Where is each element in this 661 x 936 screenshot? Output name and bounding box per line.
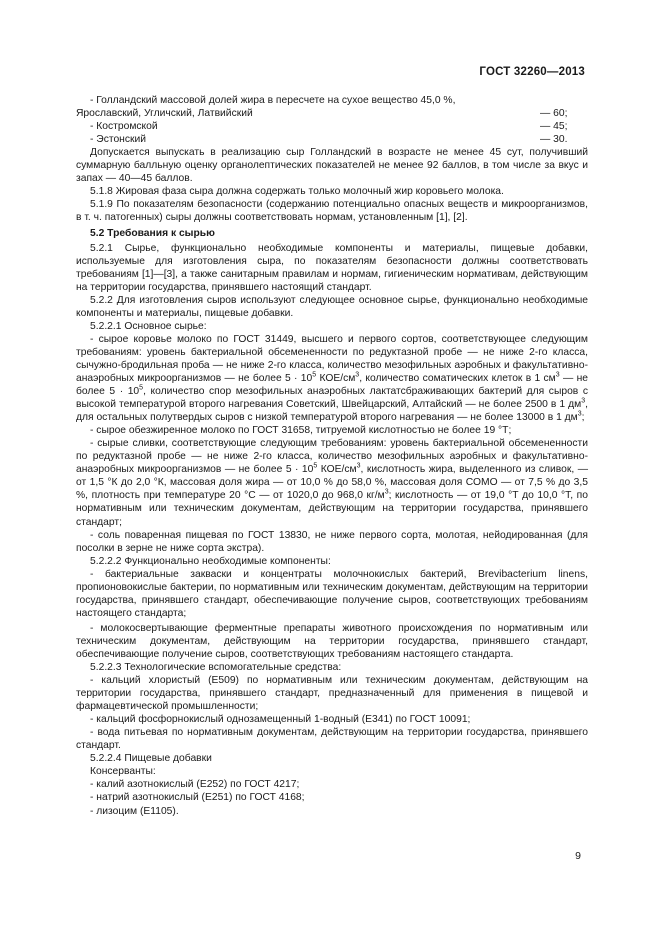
list-item: - лизоцим (Е1105).	[90, 805, 179, 817]
cheese-row: - Костромской — 45;	[90, 121, 568, 133]
water-item: - вода питьевая по нормативным документам, действующим на территории государства, принявшего стандарт.	[76, 727, 588, 752]
cheese-row: Ярославский, Угличский, Латвийский — 60;	[76, 108, 568, 120]
raw-milk-item: - сырое коровье молоко по ГОСТ 31449, высшего и первого сортов, соответствующее следующим требованиям: уровень бактериальной обсемененности по редуктазной пробе — не ниже 2-го класса, сычужно-бродильная проба — не ниже 2-го класса, количество мезофильных аэробных и факультативно-анаэробных микроорганизмов — не более $5 \cdot 10^5$ КОЕ/$см^3$, количество соматических клеток в 1 $см^3$ — не более $5 \cdot 10^5$, количество спор мезофильных анаэробных лактатсбраживающих бактерий для сыров с высокой температурой второго нагревания Советский, Швейцарский, Алтайский — не более 2500 в 1 $дм^3$, для остальных полутвердых сыров с низкой температурой второго нагревания — не более 13000 в 1 $дм^3$;	[76, 333, 588, 424]
salt-item: - соль поваренная пищевая по ГОСТ 13830, не ниже первого сорта, молотая, нейодированная (для посолки в зерне не ниже сорта экстра).	[76, 529, 588, 554]
preservatives-label: Консерванты:	[90, 766, 156, 778]
calcium-chloride-item: - кальций хлористый (Е509) по нормативным или техническим документам, действующим на территории государства, принявшего стандарт, предназначенный для применения в пищевой и фармацевтической промышленности;	[76, 675, 588, 713]
paragraph-dutch-cheese: Допускается выпускать в реализацию сыр Голландский в возрасте не менее 45 сут, получивший суммарную балльную оценку органолептических показателей не менее 92 баллов, в том числе за вкус и запах — 40—45 баллов.	[76, 147, 588, 185]
cheese-list-intro: - Голландский массовой долей жира в пересчете на сухое вещество 45,0 %,	[90, 95, 456, 106]
clause-5-1-8: 5.1.8 Жировая фаза сыра должна содержать только молочный жир коровьего молока.	[90, 186, 504, 198]
calcium-phosphate-item: - кальций фосфорнокислый однозамещенный 1-водный (Е341) по ГОСТ 10091;	[90, 714, 471, 726]
skim-milk-item: - сырое обезжиренное молоко по ГОСТ 31658, титруемой кислотностью не более 19 °Т;	[90, 425, 512, 437]
clause-5-2-2-3: 5.2.2.3 Технологические вспомогательные средства:	[90, 662, 342, 674]
clause-5-2-2: 5.2.2 Для изготовления сыров используют следующее основное сырье, функционально необходимые компоненты и материалы, пищевые добавки.	[76, 294, 588, 319]
list-item: - калий азотнокислый (Е252) по ГОСТ 4217;	[90, 779, 300, 791]
page-number: 9	[575, 850, 581, 862]
clause-5-2-2-2: 5.2.2.2 Функционально необходимые компоненты:	[90, 555, 331, 567]
cream-item: - сырые сливки, соответствующие следующим требованиям: уровень бактериальной обсемененности по редуктазной пробе — не ниже 2-го класса, количество мезофильных аэробных и факультативно-анаэробных микроорганизмов — не более $5 \cdot 10^5$ КОЕ/$см^3$, кислотность жира, выделенного из сливок, — от 1,5 °К до 2,0 °К, массовая доля жира — от 10,0 % до 58,0 %, массовая доля СОМО — от 7,5 % до 3,5 %, плотность при температуре 20 °С — от 1020,0 до 968,0 $кг/м^3$; кислотность — от 19,0 °Т до 10,0 °Т, по нормативным или техническим документам, действующим на территории государства, принявшего стандарт;	[76, 438, 588, 528]
document-body	[76, 94, 588, 818]
list-item: - натрий азотнокислый (Е251) по ГОСТ 4168;	[90, 792, 305, 804]
starter-cultures-item: - бактериальные закваски и концентраты молочнокислых бактерий, Brevibacterium linens, пропионовокислые бактерии, по нормативным или техническим документам, действующим на территории государства, принявшего стандарт, обеспечивающие получение сыров, соответствующих требованиям настоящего стандарта;	[76, 568, 588, 619]
enzymes-item: - молокосвертывающие ферментные препараты животного происхождения по нормативным или техническим документам, действующим на территории государства, принявшего стандарт, обеспечивающие получение сыров, соответствующих требованиям настоящего стандарта.	[76, 622, 588, 660]
clause-5-2-2-4: 5.2.2.4 Пищевые добавки	[90, 753, 212, 765]
cheese-row: - Эстонский — 30.	[90, 134, 568, 146]
standard-header: ГОСТ 32260—2013	[479, 66, 585, 78]
section-heading-5-2: 5.2 Требования к сырью	[90, 228, 215, 240]
clause-5-1-9: 5.1.9 По показателям безопасности (содержанию потенциально опасных веществ и микроорганизмов, в т. ч. патогенных) сыры должны соответствовать нормам, установленным [1], [2].	[76, 199, 588, 224]
clause-5-2-2-1: 5.2.2.1 Основное сырье:	[90, 320, 207, 332]
clause-5-2-1: 5.2.1 Сырье, функционально необходимые компоненты и материалы, пищевые добавки, используемые для изготовления сыра, по показателям безопасности должны соответствовать требованиям [1]—[3], а также санитарным правилам и нормам, гигиеническим нормативам, действующим на территории государства, принявшего настоящий стандарт.	[76, 242, 588, 293]
